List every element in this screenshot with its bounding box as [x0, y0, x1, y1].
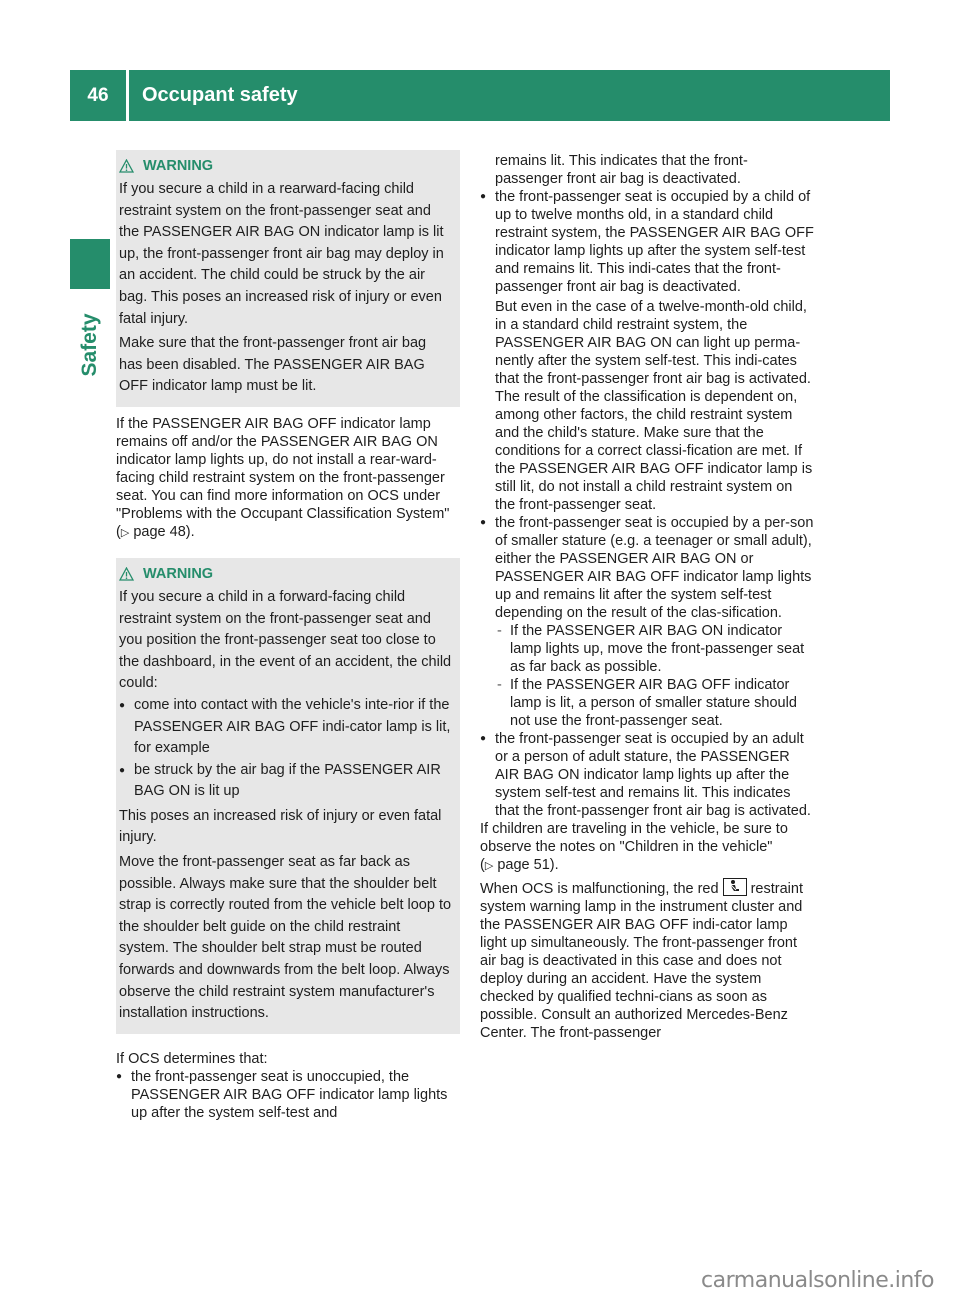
warning-triangle-icon [119, 159, 134, 173]
warning-list [119, 695, 452, 803]
left-column [116, 150, 460, 1122]
list-item: ● be struck by the air bag if the PASSENGER AIR BAG ON is lit up [119, 760, 452, 803]
warning-heading [119, 157, 452, 175]
warning-instruction: Make sure that the front-passenger front air bag has been disabled. The PASSENGER AIR BAG OFF indicator lamp must be lit. [119, 335, 427, 395]
triangle-right-icon: ▷ [484, 860, 494, 872]
watermark: carmanualsonline.info [701, 1268, 934, 1293]
right-column [480, 152, 814, 1042]
section-label: Safety [78, 313, 101, 377]
page-reference-link[interactable]: ▷ page 51 [484, 857, 550, 873]
sub-list-item: - If the PASSENGER AIR BAG OFF indicator lamp is lit, a person of smaller stature should not use the front-passenger seat. [495, 676, 814, 730]
page-reference-link[interactable]: ▷ page 48 [120, 523, 186, 540]
page-number: 46 [87, 84, 109, 106]
page-title: Occupant safety [142, 84, 298, 106]
body-paragraph: If children are traveling in the vehicle, be sure to observe the notes on "Children in the vehicle" (▷ page 51). [480, 821, 788, 873]
warning-box [116, 150, 460, 407]
sub-list [495, 622, 814, 730]
list-item: ● the front-passenger seat is occupied by an adult or a person of adult stature, the PASSENGER AIR BAG ON indicator lamp lights up after the system self-test and remains lit. This indicates that the front-passenger front air bag is activated. [480, 730, 814, 820]
list-item: ● come into contact with the vehicle's inte-rior if the PASSENGER AIR BAG OFF indi-cator lamp is lit, for example [119, 695, 452, 760]
body-paragraph: When OCS is malfunctioning, the red restraint system warning lamp in the instrument cluster and the PASSENGER AIR BAG OFF indi-cator lamp light up simultaneously. The front-passenger front air bag is deactivated in this case and does not deploy during an accident. Have the system checked by qualified techni-cians as soon as possible. Consult an authorized Mercedes-Benz Center. The front-passenger [480, 878, 814, 1042]
sub-list-item: - If the PASSENGER AIR BAG ON indicator lamp lights up, move the front-passenger seat as far back as possible. [495, 622, 814, 676]
section-marker [70, 239, 110, 289]
warning-text: If you secure a child in a forward-facing child restraint system on the front-passenger seat and you position the front-passenger seat too close to the dashboard, in the event of an accident, the child could: [119, 588, 452, 692]
warning-triangle-icon [119, 567, 134, 581]
list-item-continuation: remains lit. This indicates that the front-passenger front air bag is deactivated. [495, 153, 748, 187]
list-item: ● the front-passenger seat is occupied by a child of up to twelve months old, in a standard child restraint system, the PASSENGER AIR BAG OFF indicator lamp lights up after the system self-test and remains lit. This indi-cates that the front-passenger front air bag is deactivated. But even in the case of a twelve-month-old child, in a standard child restraint system, the PASSENGER AIR BAG ON can light up perma-nently after the system self-test. This indi-cates that the front-passenger front air bag is activated. The result of the classification is dependent on, among other factors, the child restraint system and the child's stature. Make sure that the conditions for a correct classi-fication are met. If the PASSENGER AIR BAG OFF indicator lamp is still lit, do not install a child restraint system on the front-passenger seat. [480, 188, 814, 514]
warning-box [116, 558, 460, 1034]
ocs-list [480, 188, 814, 820]
warning-label: WARNING [143, 158, 214, 174]
body-paragraph: If the PASSENGER AIR BAG OFF indicator lamp remains off and/or the PASSENGER AIR BAG ON indicator lamp lights up, do not install a rear-ward-facing child restraint system on the front-passenger seat. You can find more information on OCS under "Problems with the Occupant Classification System" (▷ page 48). [116, 415, 450, 540]
warning-text: This poses an increased risk of injury or even fatal injury. [119, 807, 442, 846]
seat-belt-warning-icon [723, 878, 747, 896]
list-item: ● the front-passenger seat is occupied by a per-son of smaller stature (e.g. a teenager or small adult), either the PASSENGER AIR BAG ON or PASSENGER AIR BAG OFF indicator lamp lights up and remains lit after the system self-test depending on the result of the clas-sification. - If the PASSENGER AIR BAG ON indicator lamp lights up, move the front-passenger seat as far back as possible. - If the PASSENGER AIR BAG OFF indicator lamp is lit, a person of smaller stature should not use the front-passenger seat. [480, 514, 814, 730]
triangle-right-icon: ▷ [120, 526, 130, 539]
section-tab [70, 300, 110, 390]
warning-instruction: Move the front-passenger seat as far back as possible. Always make sure that the shoulder belt strap is correctly routed from the vehicle belt loop to the shoulder belt guide on the child restraint system. The shoulder belt strap must be routed forwards and downwards from the belt loop. Always observe the child restraint system manufacturer's installation instructions. [119, 854, 452, 1022]
ocs-list [116, 1068, 460, 1122]
body-paragraph: If OCS determines that: [116, 1050, 268, 1067]
warning-label: WARNING [143, 565, 214, 582]
header-divider [126, 70, 129, 121]
warning-heading [119, 565, 452, 583]
warning-text: If you secure a child in a rearward-facing child restraint system on the front-passenger seat and the PASSENGER AIR BAG ON indicator lamp is lit up, the front-passenger front air bag may deploy in an accident. The child could be struck by the air bag. This poses an increased risk of injury or even fatal injury. [119, 181, 444, 327]
list-item: ● the front-passenger seat is unoccupied, the PASSENGER AIR BAG OFF indicator lamp lights up after the system self-test and [116, 1068, 460, 1122]
